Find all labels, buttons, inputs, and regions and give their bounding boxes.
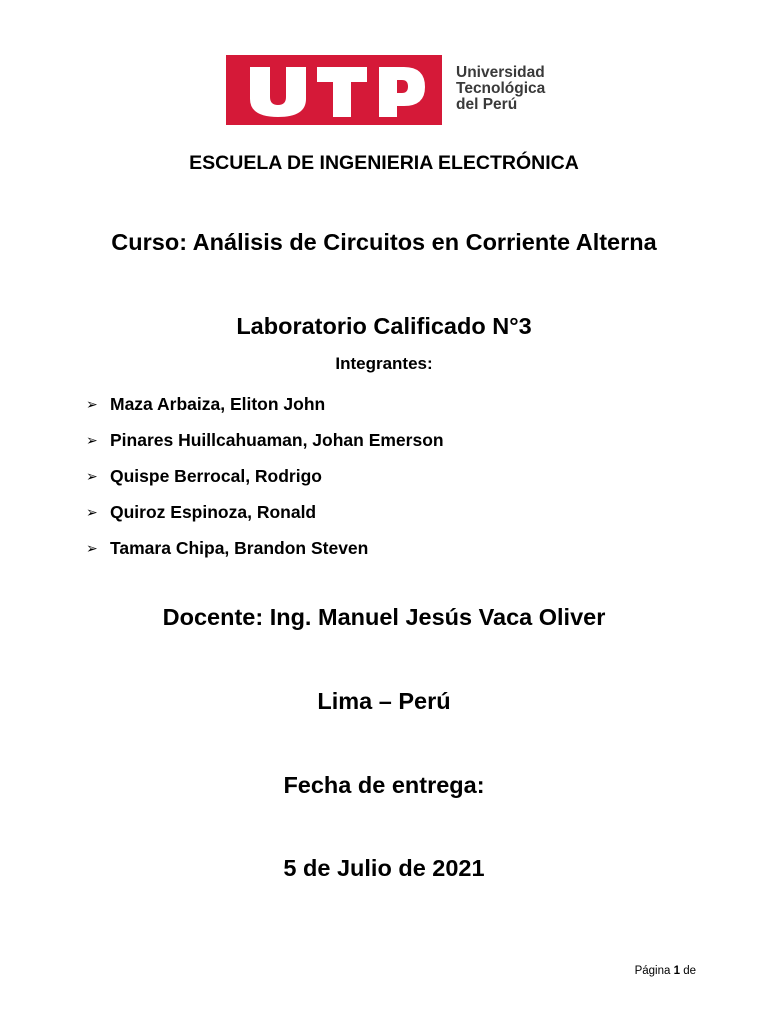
list-item [86, 494, 444, 530]
arrow-bullet-icon: ➢ [86, 467, 98, 484]
city-line: Lima – Perú [317, 688, 451, 714]
list-item [86, 422, 444, 458]
members-heading: Integrantes: [335, 354, 433, 373]
university-name [456, 65, 566, 113]
lab-title: Laboratorio Calificado N°3 [236, 313, 532, 339]
page-number: 1 [673, 965, 680, 977]
member-name: Tamara Chipa, Brandon Steven [110, 537, 369, 558]
page-of-label: de [683, 965, 696, 977]
arrow-bullet-icon: ➢ [86, 539, 98, 556]
list-item [86, 386, 444, 422]
arrow-bullet-icon: ➢ [86, 503, 98, 520]
delivery-date: 5 de Julio de 2021 [283, 855, 485, 881]
page-footer [635, 965, 696, 977]
university-name-line: del Perú [456, 96, 518, 113]
members-list [86, 386, 444, 566]
university-name-line: Tecnológica [456, 80, 546, 97]
utp-logo [226, 55, 558, 125]
university-name-line: Universidad [456, 64, 545, 81]
utp-wordmark-logo [226, 55, 442, 125]
member-name: Quispe Berrocal, Rodrigo [110, 465, 322, 486]
member-name: Quiroz Espinoza, Ronald [110, 501, 317, 522]
delivery-date-label: Fecha de entrega: [283, 772, 485, 798]
page-label: Página [634, 965, 671, 977]
member-name: Maza Arbaiza, Eliton John [110, 393, 326, 414]
list-item [86, 530, 444, 566]
course-title: Curso: Análisis de Circuitos en Corriente Alterna [111, 229, 657, 255]
member-name: Pinares Huillcahuaman, Johan Emerson [110, 429, 444, 450]
teacher-line: Docente: Ing. Manuel Jesús Vaca Oliver [162, 604, 606, 630]
school-title: ESCUELA DE INGENIERIA ELECTRÓNICA [189, 152, 579, 174]
list-item [86, 458, 444, 494]
arrow-bullet-icon: ➢ [86, 395, 98, 412]
arrow-bullet-icon: ➢ [86, 431, 98, 448]
